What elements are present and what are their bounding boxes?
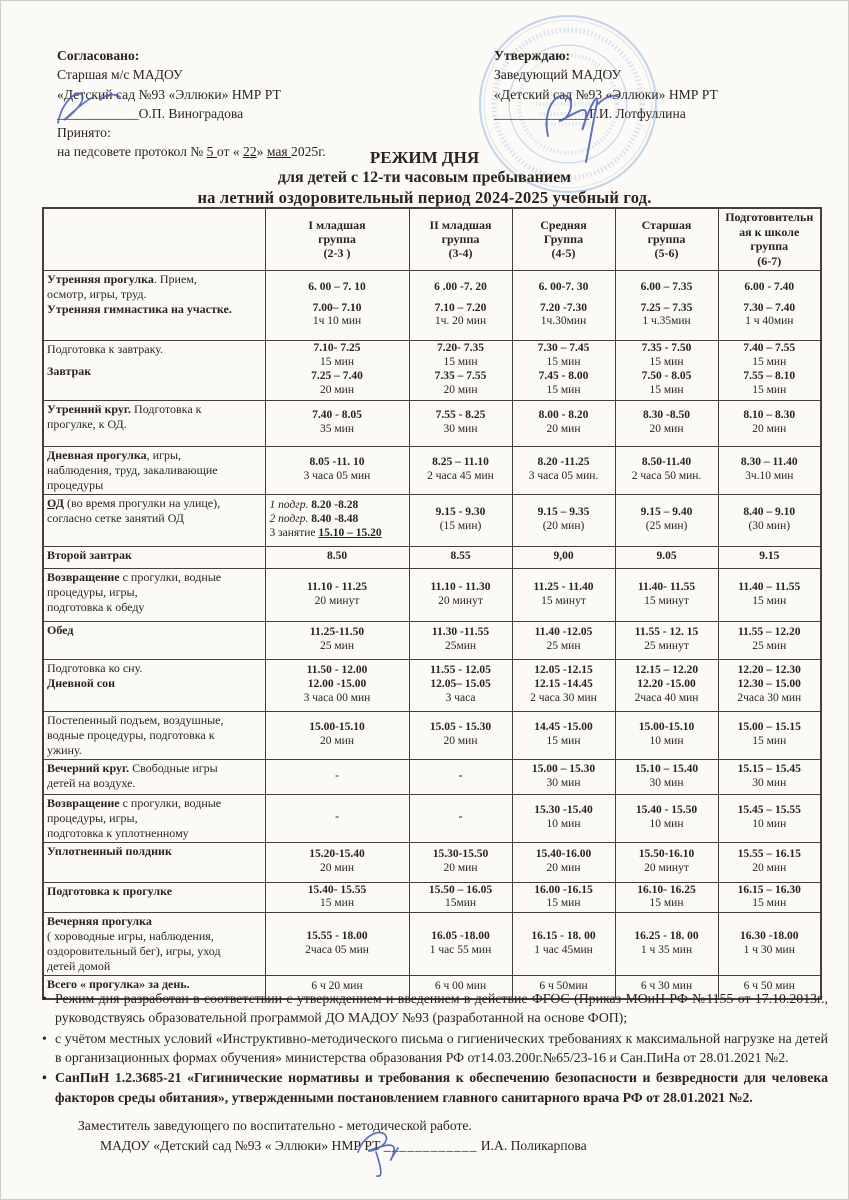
time-cell: 8.55: [409, 546, 512, 568]
time-cell: 7.35 - 7.50 15 мин 7.50 - 8.05 15 мин: [615, 340, 718, 400]
header-cell-group-3: Средняя Группа (4-5): [512, 208, 615, 270]
row-label: Возвращение с прогулки, водные процедуры, игры, подготовка к обеду: [43, 568, 265, 621]
row-label: Обед: [43, 621, 265, 659]
time-cell: 6 ч 50 мин: [718, 976, 821, 999]
row-label: Подготовка к завтраку. Завтрак: [43, 340, 265, 400]
time-cell: 9.15 - 9.30 (15 мин): [409, 494, 512, 546]
row-label: Подготовка к прогулке: [43, 882, 265, 913]
table-row: [43, 759, 821, 794]
time-cell: 8.50-11.40 2 часа 50 мин.: [615, 446, 718, 494]
time-cell: 7.40 - 8.05 35 мин: [265, 400, 409, 446]
footer-signature-line: ____________: [383, 1138, 478, 1154]
note-item: • СанПиН 1.2.3685-21 «Гигинические нормативы и требования к обеспечению безопасности и безвредности для человека факторов среды обитания», утвержденными постановлением главного санитарного врача РФ от 28.01.2021 №2.: [40, 1068, 828, 1107]
table-row: [43, 794, 821, 842]
time-cell: 8.00 - 8.20 20 мин: [512, 400, 615, 446]
time-cell: 11.25 - 11.40 15 минут: [512, 568, 615, 621]
time-cell: 16.30 -18.00 1 ч 30 мин: [718, 913, 821, 976]
header-cell-activity: [43, 208, 265, 270]
time-cell: 6 ч 50мин: [512, 976, 615, 999]
time-cell: 9.15 – 9.35 (20 мин): [512, 494, 615, 546]
table-row: [43, 270, 821, 340]
time-cell: 15.20-15.40 20 мин: [265, 842, 409, 882]
time-cell: 8.30 -8.50 20 мин: [615, 400, 718, 446]
table-row: [43, 842, 821, 882]
notes-list: [40, 989, 828, 1108]
signature-lotfullina: [536, 74, 631, 174]
time-cell: 1 подгр. 8.20 -8.28 2 подгр. 8.40 -8.48 3 занятие 15.10 – 15.20: [265, 494, 409, 546]
time-cell: 9.15 – 9.40 (25 мин): [615, 494, 718, 546]
header-row: [43, 208, 821, 270]
signature-polikarpova: [350, 1124, 440, 1184]
time-cell: 11.25-11.50 25 мин: [265, 621, 409, 659]
row-label: Подготовка ко сну. Дневной сон: [43, 659, 265, 711]
table-row: [43, 621, 821, 659]
time-cell: 15.55 – 16.15 20 мин: [718, 842, 821, 882]
time-cell: 16.15 - 18. 00 1 час 45мин: [512, 913, 615, 976]
row-label: Всего « прогулка» за день.: [43, 976, 265, 999]
table-row: [43, 913, 821, 976]
time-cell: 7.10- 7.25 15 мин 7.25 – 7.40 20 мин: [265, 340, 409, 400]
title-line-1: РЕЖИМ ДНЯ: [369, 148, 480, 167]
time-cell: 7.30 – 7.45 15 мин 7.45 - 8.00 15 мин: [512, 340, 615, 400]
time-cell: 15.30 -15.40 10 мин: [512, 794, 615, 842]
time-cell: 11.55 – 12.20 25 мин: [718, 621, 821, 659]
time-cell: 16.15 – 16.30 15 мин: [718, 882, 821, 913]
row-label: Постепенный подъем, воздушные, водные процедуры, подготовка к ужину.: [43, 711, 265, 759]
time-cell: 16.10- 16.25 15 мин: [615, 882, 718, 913]
time-cell: 11.30 -11.55 25мин: [409, 621, 512, 659]
time-cell: 15.05 - 15.30 20 мин: [409, 711, 512, 759]
time-cell: 15.00 – 15.30 30 мин: [512, 759, 615, 794]
table-row: [43, 340, 821, 400]
header-cell-group-2: II младшая группа (3-4): [409, 208, 512, 270]
time-cell: 9.05: [615, 546, 718, 568]
note-item: • с учётом местных условий «Инструктивно-методического письма о гигиенических требованиях к максимальной нагрузке на детей в организационных формах обучения» министерства образования РФ от14.03.200г.№65/23-16 и Сан.ПиНа от 28.01.2021 №2.: [40, 1029, 828, 1068]
row-label: Возвращение с прогулки, водные процедуры, игры, подготовка к уплотненному: [43, 794, 265, 842]
time-cell: 9.15: [718, 546, 821, 568]
time-cell: 15.10 – 15.40 30 мин: [615, 759, 718, 794]
time-cell: 11.50 - 12.00 12.00 -15.00 3 часа 00 мин: [265, 659, 409, 711]
time-cell: 8.40 – 9.10 (30 мин): [718, 494, 821, 546]
footer-line-1: Заместитель заведующего по воспитательно - методической работе.: [78, 1118, 472, 1133]
table-row: [43, 494, 821, 546]
signature-vinogradova: [50, 85, 150, 129]
time-cell: 8.10 – 8.30 20 мин: [718, 400, 821, 446]
table-row: [43, 400, 821, 446]
time-cell: 11.55 - 12. 15 25 минут: [615, 621, 718, 659]
time-cell: 15.55 - 18.00 2часа 05 мин: [265, 913, 409, 976]
table-row: [43, 546, 821, 568]
header-cell-group-1: I младшая группа (2-3 ): [265, 208, 409, 270]
time-cell: -: [265, 759, 409, 794]
time-cell: 11.40 – 11.55 15 мин: [718, 568, 821, 621]
row-label: Вечерняя прогулка ( хороводные игры, наблюдения, оздоровительный бег), игры, уход детей домой: [43, 913, 265, 976]
time-cell: 15.30-15.50 20 мин: [409, 842, 512, 882]
time-cell: 7.40 – 7.55 15 мин 7.55 – 8.10 15 мин: [718, 340, 821, 400]
time-cell: 8.20 -11.25 3 часа 05 мин.: [512, 446, 615, 494]
time-cell: 15.40- 15.55 15 мин: [265, 882, 409, 913]
title-line-2: для детей с 12-ти часовым пребыванием: [277, 169, 572, 186]
time-cell: -: [409, 794, 512, 842]
time-cell: 6 ч 00 мин: [409, 976, 512, 999]
table-row: [43, 446, 821, 494]
time-cell: 11.55 - 12.05 12.05– 15.05 3 часа: [409, 659, 512, 711]
time-cell: 6 ч 20 мин: [265, 976, 409, 999]
time-cell: 6 ч 30 мин: [615, 976, 718, 999]
time-cell: 16.00 -16.15 15 мин: [512, 882, 615, 913]
time-cell: -: [409, 759, 512, 794]
approval-right-block: Утверждаю: Заведующий МАДОУ «Детский сад №93 «Эллюки» НМР РТ ______________Г.И. Лотфуллина: [494, 48, 718, 121]
table-row: [43, 711, 821, 759]
time-cell: 11.40 -12.05 25 мин: [512, 621, 615, 659]
row-label: Утренний круг. Подготовка к прогулке, к ОД.: [43, 400, 265, 446]
row-label: ОД (во время прогулки на улице), согласно сетке занятий ОД: [43, 494, 265, 546]
time-cell: 15.50 – 16.05 15мин: [409, 882, 512, 913]
time-cell: 15.00-15.10 10 мин: [615, 711, 718, 759]
header-cell-group-5: Подготовительн ая к школе группа (6-7): [718, 208, 821, 270]
table-row: [43, 568, 821, 621]
time-cell: 6.00 - 7.40 7.30 – 7.40 1 ч 40мин: [718, 270, 821, 340]
header-cell-group-4: Старшая группа (5-6): [615, 208, 718, 270]
footer-signer-name: И.А. Поликарпова: [480, 1138, 587, 1154]
row-label: Утренняя прогулка. Прием, осмотр, игры, труд. Утренняя гимнастика на участке.: [43, 270, 265, 340]
row-label: Дневная прогулка, игры, наблюдения, труд, закаливающие процедуры: [43, 446, 265, 494]
row-label: Вечерний круг. Свободные игры детей на воздухе.: [43, 759, 265, 794]
time-cell: 6. 00-7. 30 7.20 -7.30 1ч.30мин: [512, 270, 615, 340]
time-cell: 11.10 - 11.25 20 минут: [265, 568, 409, 621]
time-cell: 12.15 – 12.20 12.20 -15.00 2часа 40 мин: [615, 659, 718, 711]
time-cell: 15.40 - 15.50 10 мин: [615, 794, 718, 842]
schedule-table: [42, 207, 822, 1000]
time-cell: 15.00 – 15.15 15 мин: [718, 711, 821, 759]
time-cell: 14.45 -15.00 15 мин: [512, 711, 615, 759]
time-cell: -: [265, 794, 409, 842]
time-cell: 11.10 - 11.30 20 минут: [409, 568, 512, 621]
approval-left-block: Согласовано: Старшая м/с МАДОУ «Детский сад №93 «Эллюки» НМР РТ ____________О.П. Виноградова Принято: на педсовете протокол № 5 от « 22» мая 2025г.: [57, 48, 326, 160]
time-cell: 9,00: [512, 546, 615, 568]
time-cell: 16.05 -18.00 1 час 55 мин: [409, 913, 512, 976]
row-label: Уплотненный полдник: [43, 842, 265, 882]
title-line-3: на летний оздоровительный период 2024-2025 учебный год.: [197, 188, 652, 207]
time-cell: 15.50-16.10 20 минут: [615, 842, 718, 882]
time-cell: 7.20- 7.35 15 мин 7.35 – 7.55 20 мин: [409, 340, 512, 400]
table-row: [43, 882, 821, 913]
time-cell: 6. 00 – 7. 10 7.00– 7.10 1ч 10 мин: [265, 270, 409, 340]
time-cell: 16.25 - 18. 00 1 ч 35 мин: [615, 913, 718, 976]
table-row: [43, 659, 821, 711]
time-cell: 8.05 -11. 10 3 часа 05 мин: [265, 446, 409, 494]
time-cell: 15.40-16.00 20 мин: [512, 842, 615, 882]
footer-org: МАДОУ «Детский сад №93 « Эллюки» НМР РТ: [100, 1138, 381, 1154]
time-cell: 6 .00 -7. 20 7.10 – 7.20 1ч. 20 мин: [409, 270, 512, 340]
document-title: [0, 147, 849, 208]
time-cell: 8.25 – 11.10 2 часа 45 мин: [409, 446, 512, 494]
time-cell: 8.30 – 11.40 3ч.10 мин: [718, 446, 821, 494]
time-cell: 7.55 - 8.25 30 мин: [409, 400, 512, 446]
time-cell: 6.00 – 7.35 7.25 – 7.35 1 ч.35мин: [615, 270, 718, 340]
time-cell: 15.00-15.10 20 мин: [265, 711, 409, 759]
time-cell: 12.20 – 12.30 12.30 – 15.00 2часа 30 мин: [718, 659, 821, 711]
time-cell: 11.40- 11.55 15 минут: [615, 568, 718, 621]
time-cell: 12.05 -12.15 12.15 -14.45 2 часа 30 мин: [512, 659, 615, 711]
time-cell: 15.15 – 15.45 30 мин: [718, 759, 821, 794]
row-label: Второй завтрак: [43, 546, 265, 568]
time-cell: 15.45 – 15.55 10 мин: [718, 794, 821, 842]
time-cell: 8.50: [265, 546, 409, 568]
note-item: • Режим дня разработан в соответствии с утверждением и введением в действие ФГОС (Приказ МОиН РФ №1155 от 17.10.2013г., руководствуясь образовательной программой ДО МАДОУ №93 (разработанной на основе ФОП);: [40, 989, 828, 1028]
